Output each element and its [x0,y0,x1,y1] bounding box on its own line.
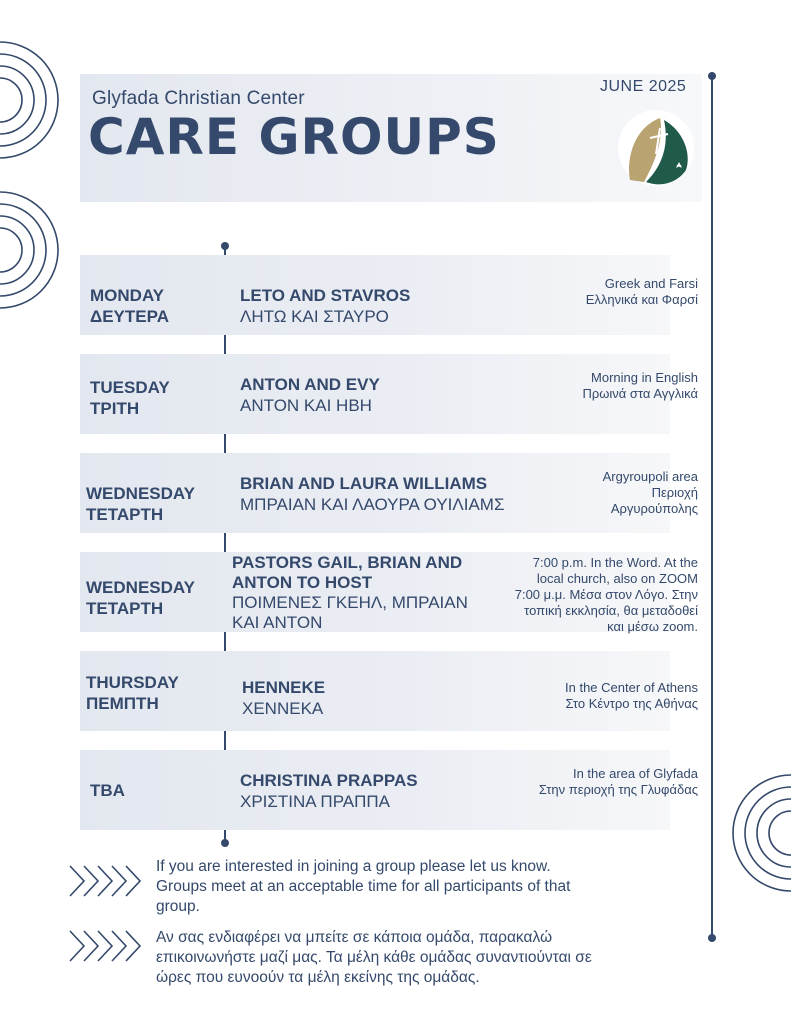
note-line: Στο Κέντρο της Αθήνας [565,696,698,711]
note-line: Αργυρούπολης [610,501,698,516]
organization-name: Glyfada Christian Center [92,88,305,109]
leaders-greek: ΛΗΤΩ ΚΑΙ ΣΤΑΥΡΟ [240,307,389,326]
note-line: 7:00 p.m. In the Word. At the [532,555,698,570]
chevrons-right-icon [68,929,146,963]
note-line: Ελληνικά και Φαρσί [585,292,698,307]
note-line: Greek and Farsi [604,276,698,291]
note-line: τοπική εκκλησία, θα μεταδοθεί [524,603,698,618]
note-line: Περιοχή [651,485,698,500]
decorative-circles-top-left [0,0,80,320]
day-english: WEDNESDAY [86,578,195,597]
day-greek: ΤΡΙΤΗ [90,399,140,418]
leaders-greek: ΜΠΡΑΙΑΝ ΚΑΙ ΛΑΟΥΡΑ ΟΥΙΛΙΑΜΣ [240,495,505,514]
day-greek: ΔΕΥΤΕΡΑ [90,307,169,326]
footer-line: Αν σας ενδιαφέρει να μπείτε σε κάποια ομάδα, παρακαλώ [156,929,553,946]
note-line: 7:00 μ.μ. Μέσα στον Λόγο. Στην [514,587,698,602]
timeline-dot [221,839,229,847]
footer-line: ώρες που ευνοούν τα μέλη εκείνης της ομάδας. [156,969,480,986]
leaders-english: LETO AND STAVROS [240,286,411,305]
leaders-greek: ΚΑΙ ΑΝΤΟΝ [232,613,323,632]
leaders-english: HENNEKE [242,678,326,697]
note-line: Πρωινά στα Αγγλικά [582,386,698,401]
day-greek: ΠΕΜΠΤΗ [86,694,159,713]
group-row-thursday [80,651,698,731]
chevrons-right-icon [68,864,146,898]
church-logo-icon [616,108,696,188]
day-english: WEDNESDAY [86,484,195,503]
right-timeline-line [711,76,713,938]
day-greek: ΤΕΤΑΡΤΗ [86,599,164,618]
footer-line: Groups meet at an acceptable time for all participants of that [156,878,571,895]
leaders-english: PASTORS GAIL, BRIAN AND [232,553,463,572]
note-line: Argyroupoli area [602,469,698,484]
group-row-wednesday-1 [80,453,698,533]
group-row-monday [80,255,698,335]
note-line: και μέσω zoom. [607,619,698,634]
note-line: local church, also on ZOOM [536,571,698,586]
leaders-english: CHRISTINA PRAPPAS [240,771,418,790]
footer-line: group. [156,898,200,915]
group-row-wednesday-2 [80,552,698,634]
join-note-greek [156,928,696,988]
note-line: Morning in English [591,370,698,385]
leaders-english: ANTON TO HOST [232,573,373,592]
leaders-greek: ΑΝΤΟΝ ΚΑΙ ΗΒΗ [240,396,372,415]
leaders-english: BRIAN AND LAURA WILLIAMS [240,474,488,493]
join-note-english [156,857,696,917]
leaders-greek: ΧΡΙΣΤΙΝΑ ΠΡΑΠΠΑ [240,792,391,811]
timeline-dot [221,242,229,250]
timeline-dot [708,72,716,80]
footer-line: If you are interested in joining a group please let us know. [156,858,551,875]
leaders-greek: ΠΟΙΜΕΝΕΣ ΓΚΕΗΛ, ΜΠΡΑΙΑΝ [232,593,468,612]
decorative-circles-bottom-right [730,770,791,900]
note-line: Στην περιοχή της Γλυφάδας [538,782,698,797]
page-title: CARE GROUPS [88,108,500,166]
day-english: TUESDAY [90,378,170,397]
group-row-tba [80,750,698,830]
timeline-dot [708,934,716,942]
note-line: In the area of Glyfada [572,766,698,781]
day-english: MONDAY [90,286,164,305]
group-row-tuesday [80,354,698,434]
footer-line: επικοινωνήστε μαζί μας. Τα μέλη κάθε ομάδας συναντιούνται σε [156,949,592,966]
day-english: THURSDAY [86,673,179,692]
issue-date: JUNE 2025 [600,78,687,95]
leaders-english: ANTON AND EVY [240,375,380,394]
day-greek: ΤΕΤΑΡΤΗ [86,505,164,524]
day-english: TBA [90,781,125,800]
leaders-greek: ΧΕΝΝΕΚΑ [242,699,324,718]
note-line: In the Center of Athens [565,680,698,695]
